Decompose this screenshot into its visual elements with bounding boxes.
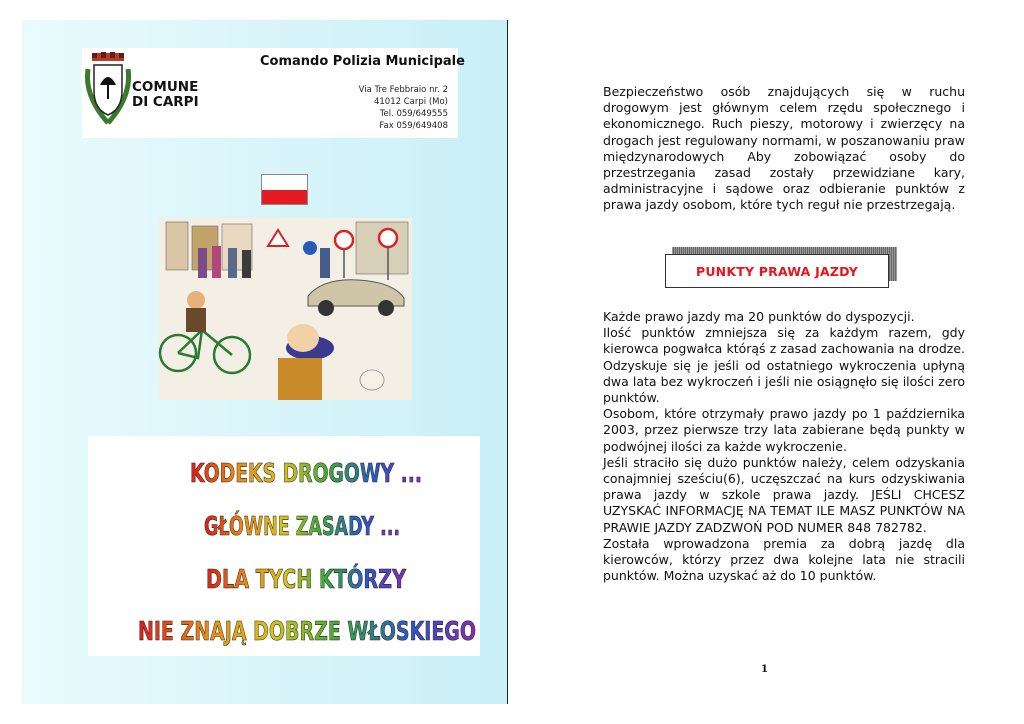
traffic-scene-illustration — [158, 218, 412, 400]
points-paragraph-1: Każde prawo jazdy ma 20 punktów do dyspozycji. — [603, 309, 915, 324]
banner-line-4: NIE ZNAJĄ DOBRZE WŁOSKIEGO — [138, 617, 476, 647]
points-paragraph-3: Osobom, które otrzymały prawo jazdy po 1 października 2003, przez pierwsze trzy lata zabierane będą punkty w podwójnej ilości za każde wykroczenie. — [603, 406, 965, 454]
intro-paragraph: Bezpieczeństwo osób znajdujących się w ruchu drogowym jest głównym celem rzędu społecznego i ekonomicznego. Ruch pieszy, motorowy i zwierzęcy na drogach jest regulowany normami, w poszanowaniu praw międzynarodowych Aby zobowiązać osoby do przestrzegania zasad zostały przewidziane kary, administracyjne i sądowe oraz odbieranie punktów z prawa jazdy osobom, które tych reguł nie przestrzegają. — [603, 84, 965, 213]
points-section — [603, 309, 965, 584]
polish-flag-icon — [261, 174, 308, 205]
banner-line-2: GŁÓWNE ZASADY ... — [204, 512, 496, 542]
page-divider — [507, 20, 508, 704]
comune-di-carpi-logo — [82, 51, 200, 131]
banner-art — [88, 436, 496, 656]
address-block — [359, 84, 448, 132]
address-street: Via Tre Febbraio nr. 2 — [358, 85, 448, 95]
letterhead — [82, 48, 465, 138]
points-paragraph-2: Ilość punktów zmniejsza się za każdym razem, gdy kierowca pogwałca którąś z zasad zachowania na drodze. Odzyskuje się je jeśli od ostatniego wykroczenia upłyną dwa lata bez wykroczeń i jeśli nie osiągnęło się ilości zero punktów. — [603, 325, 965, 406]
page-number: 1 — [761, 664, 768, 675]
points-paragraph-4: Jeśli straciło się dużo punktów należy, celem odzyskania conajmniej sześciu(6), uczęszczać na kurs odzyskiwania prawa jazdy w szkole prawa jazdy. JEŚLI CHCESZ UZYSKAĆ INFORMACJĘ NA TEMAT ILE MASZ PUNKTÓW NA PRAWIE JAZDY ZADZWOŃ POD NUMER 848 782782. — [603, 454, 965, 535]
logo-text-line1: COMUNE — [132, 79, 199, 95]
address-city: 41012 Carpi (Mo) — [373, 97, 448, 107]
address-phone: Tel. 059/649555 — [379, 109, 448, 119]
title-banner — [88, 436, 496, 656]
intro-section — [603, 84, 965, 214]
banner-line-3: DLA TYCH KTÓRZY — [206, 565, 477, 595]
logo-text-line2: DI CARPI — [132, 94, 199, 110]
org-title: Comando Polizia Municipale — [260, 54, 465, 69]
points-paragraph-5: Została wprowadzona premia za dobrą jazdę dla kierowców, którzy przez dwa kolejne lata nie stracili punktów. Można uzyskać aż do 10 punktów. — [603, 535, 965, 584]
address-fax: Fax 059/649408 — [379, 121, 448, 131]
banner-line-1: KODEKS DROGOWY ... — [190, 459, 422, 489]
section-title: PUNKTY PRAWA JAZDY — [665, 254, 889, 288]
